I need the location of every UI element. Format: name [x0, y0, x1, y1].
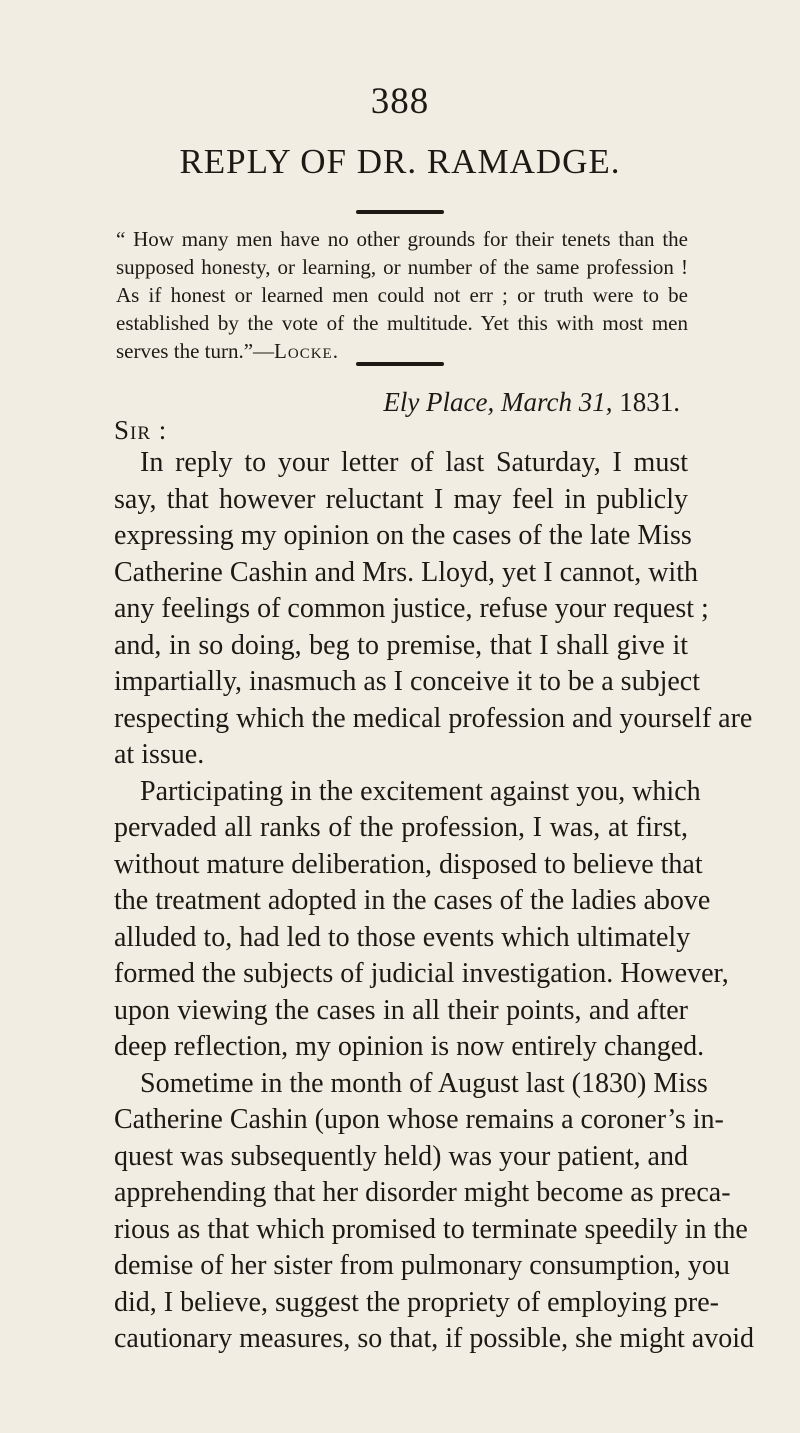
body-line: any feelings of common justice, refuse your request ;: [114, 593, 709, 624]
body-line: alluded to, had led to those events which ultimately: [114, 921, 691, 953]
body-line: upon viewing the cases in all their points, and after: [114, 994, 688, 1026]
body-line: cautionary measures, so that, if possible, she might avoid: [114, 1323, 754, 1354]
divider-rule: [356, 362, 444, 366]
body-line: at issue.: [114, 739, 205, 770]
divider-rule: [356, 210, 444, 214]
body-line: respecting which the medical profession and yourself are: [114, 702, 753, 734]
epigraph-line: “ How many men have no other grounds for their tenets than the: [116, 227, 688, 251]
body-line: expressing my opinion on the cases of the late Miss: [114, 520, 692, 551]
body-line: In reply to your letter of last Saturday, I must: [140, 447, 688, 478]
body-line: rious as that which promised to terminate speedily in the: [114, 1213, 748, 1245]
body-line: Catherine Cashin (upon whose remains a coroner’s in-: [114, 1104, 724, 1135]
dateline-year: 1831.: [619, 387, 680, 417]
body-line: the treatment adopted in the cases of the ladies above: [114, 885, 711, 916]
salutation: Sir :: [114, 415, 168, 445]
body-line: pervaded all ranks of the profession, I was, at first,: [114, 812, 688, 843]
epigraph-line-text: serves the turn.”—: [116, 339, 275, 363]
body-line: Sometime in the month of August last (1830) Miss: [140, 1067, 708, 1099]
epigraph-line: established by the vote of the multitude. Yet this with most men: [116, 311, 688, 335]
epigraph-line-last: [116, 337, 688, 365]
page-title: REPLY OF DR. RAMADGE.: [179, 142, 621, 181]
body-line: and, in so doing, beg to premise, that I shall give it: [114, 629, 688, 661]
body-line: deep reflection, my opinion is now entirely changed.: [114, 1031, 705, 1062]
epigraph-quote: [116, 225, 688, 365]
epigraph-attribution: Locke.: [274, 339, 339, 363]
epigraph-line: As if honest or learned men could not err ; or truth were to be: [116, 283, 688, 307]
body-line: Catherine Cashin and Mrs. Lloyd, yet I cannot, with: [114, 556, 698, 588]
body-line: quest was subsequently held) was your patient, and: [114, 1140, 688, 1172]
body-line: impartially, inasmuch as I conceive it to be a subject: [114, 666, 700, 697]
body-line: did, I believe, suggest the propriety of employing pre-: [114, 1286, 719, 1318]
page-number: 388: [370, 81, 430, 122]
body-line: say, that however reluctant I may feel in publicly: [114, 483, 688, 515]
body-line: without mature deliberation, disposed to believe that: [114, 848, 703, 880]
letter-body: [114, 445, 754, 1358]
dateline-place: Ely Place, March 31,: [383, 387, 613, 417]
epigraph-line: supposed honesty, or learning, or number of the same profession !: [116, 255, 688, 279]
body-line: demise of her sister from pulmonary consumption, you: [114, 1250, 730, 1281]
body-line: apprehending that her disorder might become as preca-: [114, 1177, 731, 1208]
body-line: formed the subjects of judicial investigation. However,: [114, 958, 729, 989]
body-line: Participating in the excitement against you, which: [140, 775, 701, 807]
dateline: [0, 387, 680, 418]
